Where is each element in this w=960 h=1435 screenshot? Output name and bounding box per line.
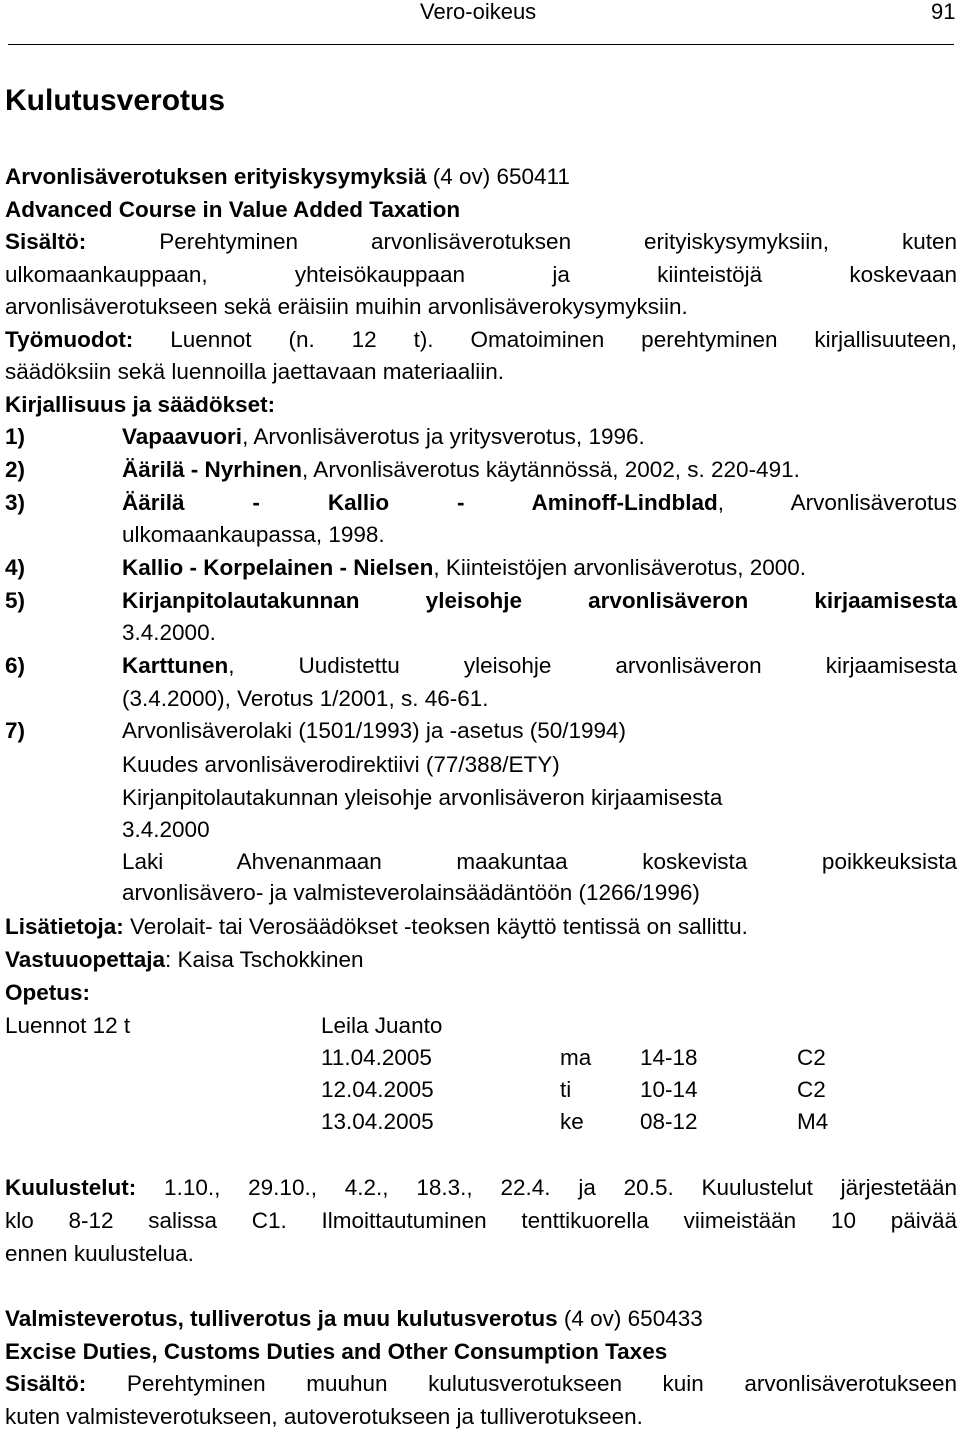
course2-title-name: Valmisteverotus, tulliverotus ja muu kulutusverotus [5,1306,558,1331]
course1-content-line1: Sisältö: Perehtyminen arvonlisäverotuksen erityiskysymyksiin, kuten [5,229,957,254]
ref7-line: Kuudes arvonlisäverodirektiivi (77/388/ETY) [122,752,560,777]
course1-title-name: Arvonlisäverotuksen erityiskysymyksiä [5,164,427,189]
ref-item: Kallio - Korpelainen - Nielsen, Kiinteistöjen arvonlisäverotus, 2000. [122,555,807,580]
ref-item-continuation: (3.4.2000), Verotus 1/2001, s. 46-61. [122,686,489,711]
ref7-line: Kirjanpitolautakunnan yleisohje arvonlisäveron kirjaamisesta [122,785,723,810]
content-label: Sisältö: [5,229,87,254]
exams-label: Kuulustelut: [5,1175,137,1200]
session-room: C2 [797,1077,826,1102]
page-number: 91 [931,0,956,24]
course1-methods-line2: säädöksiin sekä luennoilla jaettavaan materiaaliin. [5,359,505,384]
course1-english-title: Advanced Course in Value Added Taxation [5,197,461,222]
session-time: 14-18 [640,1045,698,1070]
session-time: 10-14 [640,1077,698,1102]
course1-title-credits: (4 ov) 650411 [426,164,570,189]
ref7-line: Laki Ahvenanmaan maakuntaa koskevista poikkeuksista [122,849,957,874]
course2-content-line1: Sisältö: Perehtyminen muuhun kulutusverotukseen kuin arvonlisäverotukseen [5,1371,957,1396]
session-date: 13.04.2005 [321,1109,434,1134]
session-day: ke [560,1109,584,1134]
content-label: Sisältö: [5,1371,87,1396]
session-date: 11.04.2005 [321,1045,432,1070]
responsible-teacher: Vastuuopettaja: Kaisa Tschokkinen [5,947,364,972]
ref-number: 6) [5,653,26,678]
ref-number: 1) [5,424,26,449]
ref-item: Äärilä - Nyrhinen, Arvonlisäverotus käytännössä, 2002, s. 220-491. [122,457,800,482]
teaching-type: Luennot 12 t [5,1013,131,1038]
ref-number: 4) [5,555,26,580]
exams-line2: klo 8-12 salissa C1. Ilmoittautuminen tenttikuorella viimeistään 10 päivää [5,1208,957,1233]
ref-item-continuation: 3.4.2000. [122,620,216,645]
course2-content-line2: kuten valmisteverotukseen, autoverotukseen ja tulliverotukseen. [5,1404,643,1429]
session-day: ma [560,1045,592,1070]
ref7-line: 3.4.2000 [122,817,210,842]
session-day: ti [560,1077,572,1102]
exams-line3: ennen kuulustelua. [5,1241,194,1266]
extra-info: Lisätietoja: Verolait- tai Verosäädökset -teoksen käyttö tentissä on sallittu. [5,914,748,939]
ref-number: 2) [5,457,26,482]
literature-label: Kirjallisuus ja säädökset: [5,392,276,417]
course1-title [5,164,570,190]
ref-item-continuation: ulkomaankaupassa, 1998. [122,522,385,547]
course1-content-line2: ulkomaankauppaan, yhteisökauppaan ja kiinteistöjä koskevaan [5,262,957,287]
session-date: 12.04.2005 [321,1077,434,1102]
ref-item: Kirjanpitolautakunnan yleisohje arvonlisäveron kirjaamisesta [122,588,957,613]
course2-english-title: Excise Duties, Customs Duties and Other Consumption Taxes [5,1339,668,1364]
course1-content-line3: arvonlisäverotukseen sekä eräisiin muihin arvonlisäverokysymyksiin. [5,294,688,319]
session-room: C2 [797,1045,826,1070]
extra-info-label: Lisätietoja: [5,914,124,939]
session-time: 08-12 [640,1109,698,1134]
methods-label: Työmuodot: [5,327,134,352]
ref-item: Karttunen, Uudistettu yleisohje arvonlisäveron kirjaamisesta [122,653,957,678]
course1-methods-line1: Työmuodot: Luennot (n. 12 t). Omatoiminen perehtyminen kirjallisuuteen, [5,327,957,352]
ref-item: Vapaavuori, Arvonlisäverotus ja yritysverotus, 1996. [122,424,645,449]
ref-number: 3) [5,490,26,515]
session-room: M4 [797,1109,829,1134]
ref-number: 5) [5,588,26,613]
exams-line1: Kuulustelut: 1.10., 29.10., 4.2., 18.3., 22.4. ja 20.5. Kuulustelut järjestetään [5,1175,957,1200]
ref7-line: arvonlisävero- ja valmisteverolainsäädäntöön (1266/1996) [122,880,700,905]
header-rule [8,44,954,45]
ref-item: Äärilä - Kallio - Aminoff-Lindblad, Arvonlisäverotus [122,490,957,515]
course2-title [5,1306,703,1332]
course2-title-credits: (4 ov) 650433 [557,1306,703,1331]
section-heading: Kulutusverotus [5,84,226,117]
ref-number: 7) [5,718,26,743]
ref7-line: Arvonlisäverolaki (1501/1993) ja -asetus (50/1994) [122,718,627,743]
teacher-label: Vastuuopettaja [5,947,166,972]
teaching-label: Opetus: [5,980,91,1005]
running-header-title: Vero-oikeus [420,0,537,24]
lecturer-name: Leila Juanto [321,1013,443,1038]
